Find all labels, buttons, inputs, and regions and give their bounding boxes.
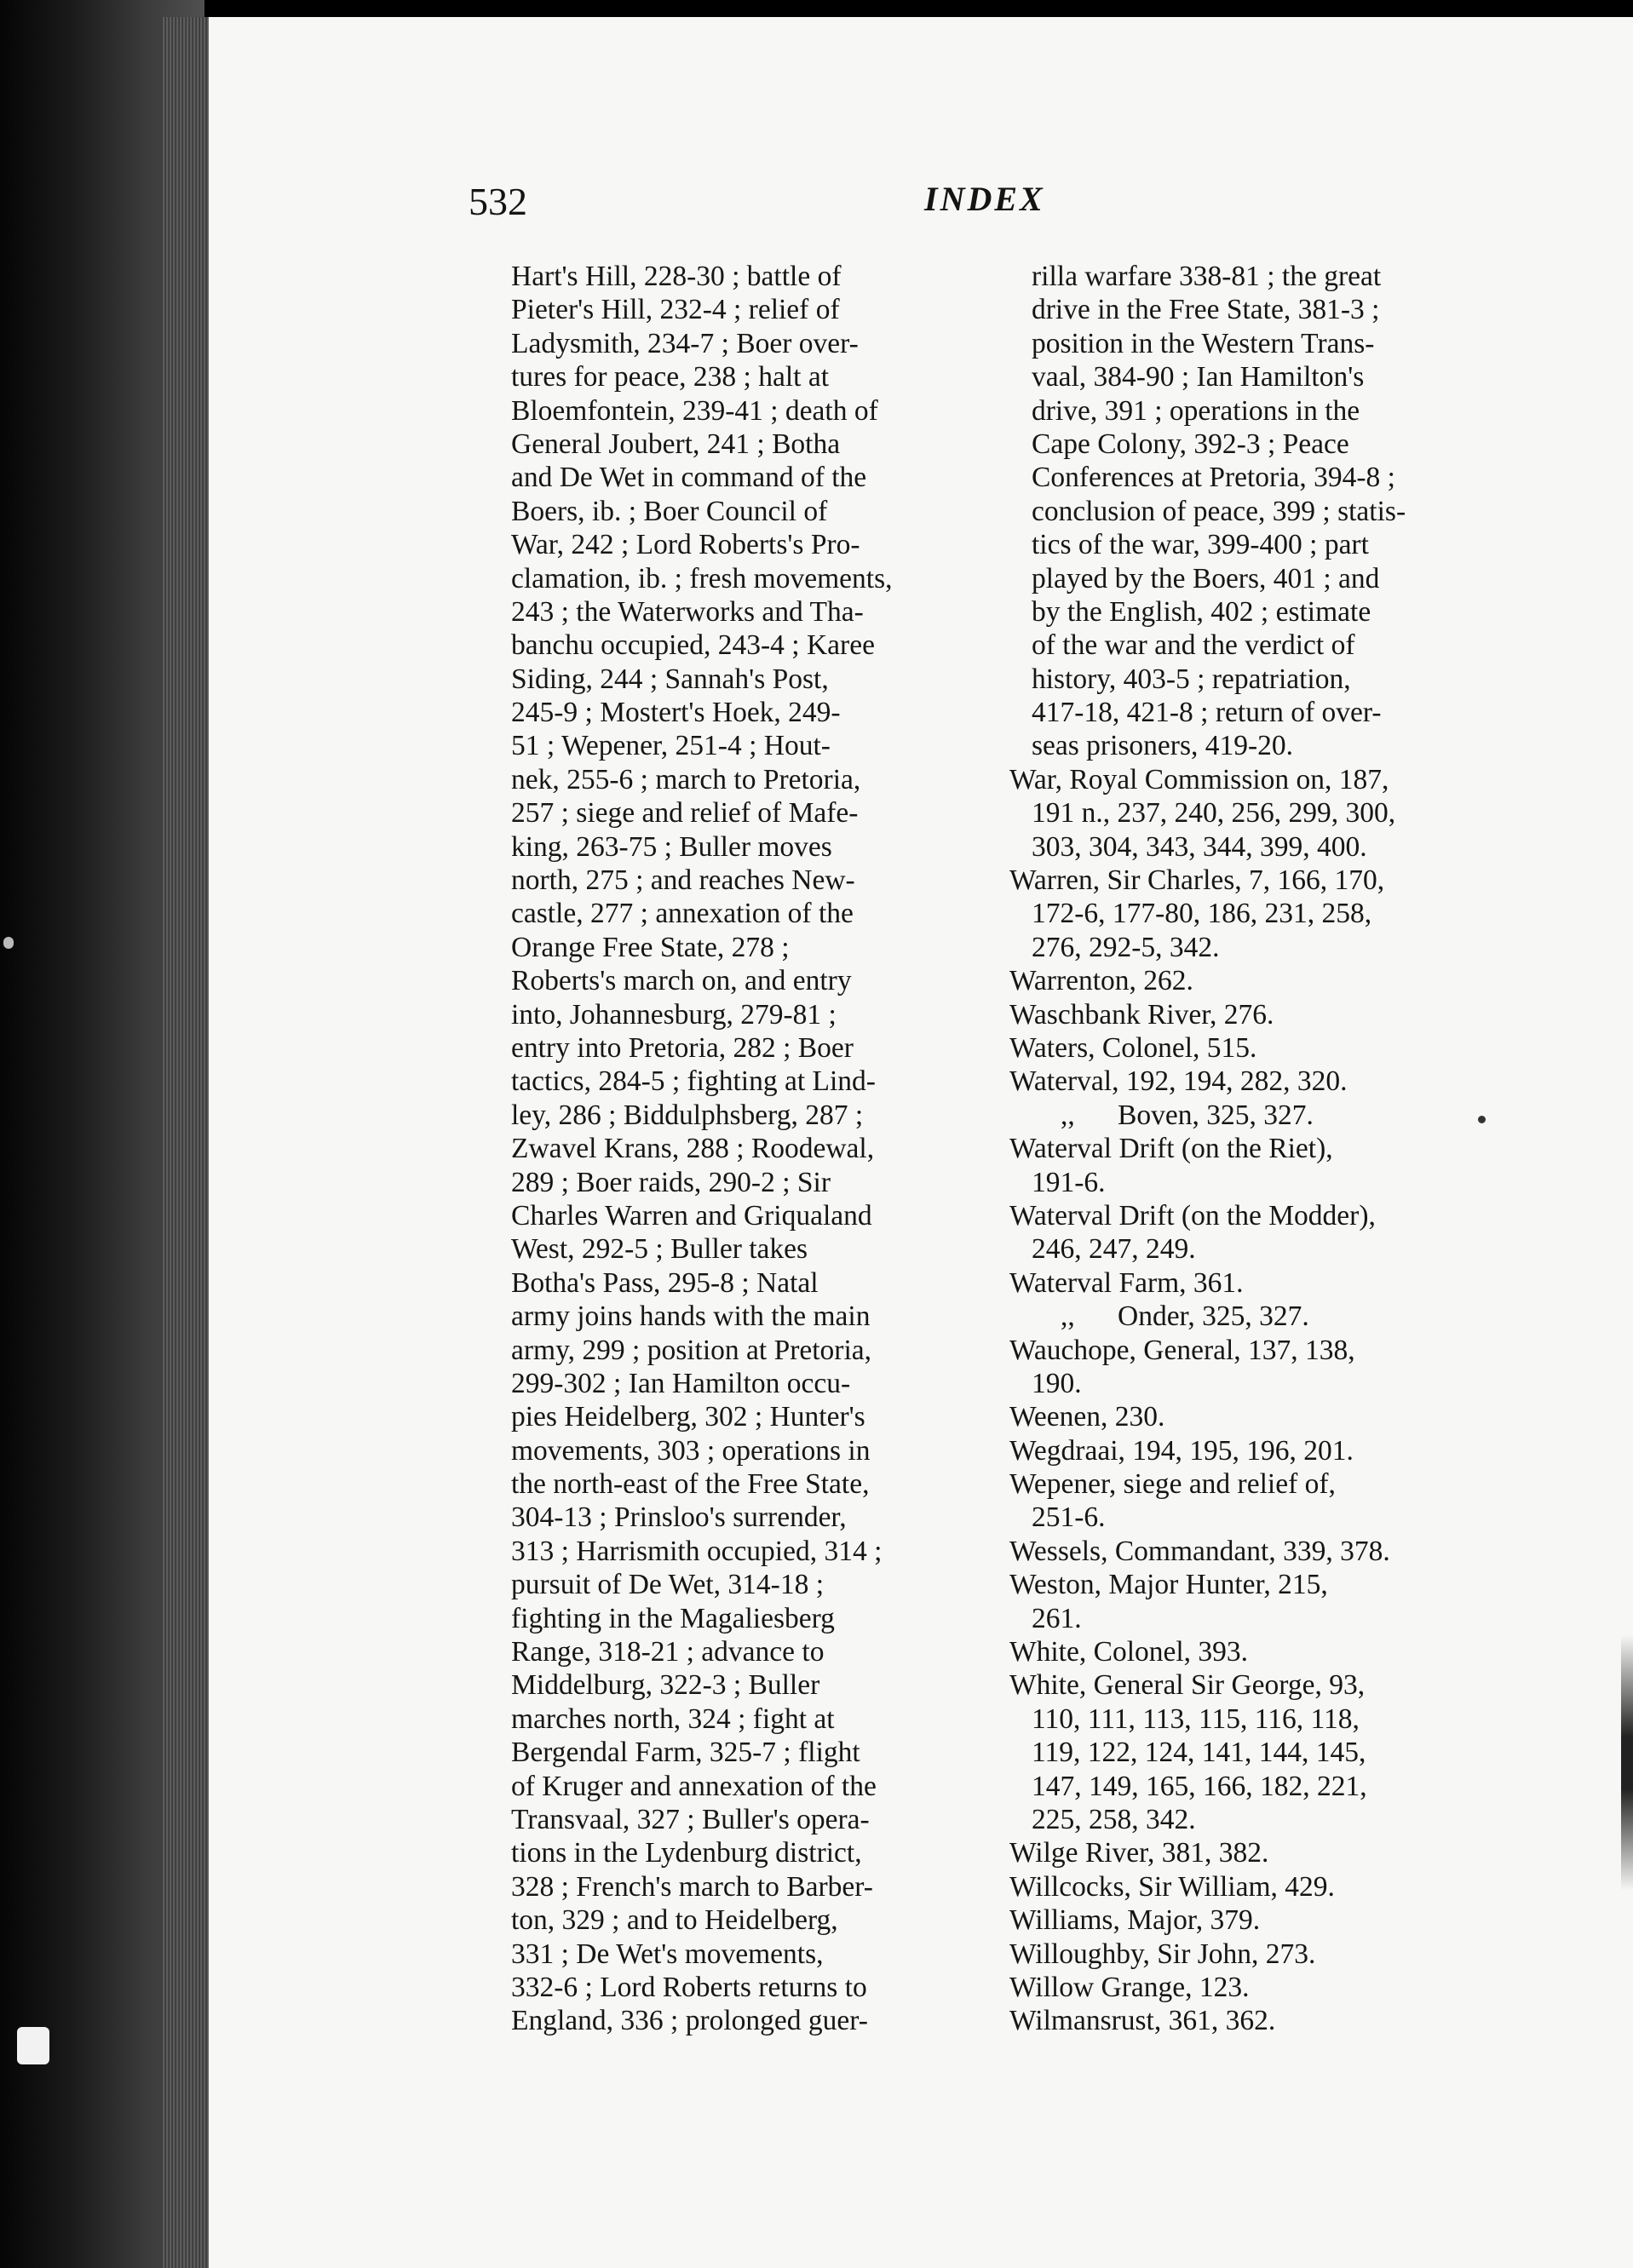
index-line: 251-6. [1032, 1501, 1106, 1534]
index-line: pies Heidelberg, 302 ; Hunter's [511, 1401, 865, 1433]
index-line: 313 ; Harrismith occupied, 314 ; [511, 1535, 883, 1567]
index-line: army, 299 ; position at Pretoria, [511, 1334, 872, 1366]
index-entry-head: Weenen, 230. [1009, 1401, 1165, 1433]
index-entry-head: War, Royal Commission on, 187, [1009, 763, 1389, 795]
index-line: War, 242 ; Lord Roberts's Pro- [511, 529, 860, 561]
index-line: 191-6. [1032, 1166, 1106, 1198]
index-line: tactics, 284-5 ; fighting at Lind- [511, 1065, 876, 1098]
index-line: 225, 258, 342. [1032, 1803, 1196, 1835]
index-entry-head: Wessels, Commandant, 339, 378. [1009, 1535, 1390, 1567]
index-line: drive, 391 ; operations in the [1032, 394, 1360, 427]
index-line: pursuit of De Wet, 314-18 ; [511, 1569, 824, 1601]
index-line: 110, 111, 113, 115, 116, 118, [1032, 1702, 1360, 1735]
index-line: of the war and the verdict of [1032, 629, 1355, 662]
index-line: marches north, 324 ; fight at [511, 1702, 835, 1735]
index-entry-head: White, General Sir George, 93, [1009, 1669, 1366, 1702]
index-line: fighting in the Magaliesberg [511, 1602, 835, 1634]
page-edges [162, 17, 209, 2268]
index-line: tics of the war, 399-400 ; part [1032, 529, 1369, 561]
index-line: conclusion of peace, 399 ; statis- [1032, 495, 1406, 527]
index-column-left [511, 260, 988, 2038]
index-line: Roberts's march on, and entry [511, 965, 852, 997]
page-shadow [1621, 1635, 1633, 1891]
index-line: nek, 255-6 ; march to Pretoria, [511, 763, 861, 795]
index-line: seas prisoners, 419-20. [1032, 730, 1294, 762]
index-line: movements, 303 ; operations in [511, 1434, 871, 1467]
index-entry-head: Willcocks, Sir William, 429. [1009, 1870, 1335, 1903]
index-line: ton, 329 ; and to Heidelberg, [511, 1904, 838, 1937]
index-line: Boers, ib. ; Boer Council of [511, 495, 828, 527]
index-line: banchu occupied, 243-4 ; Karee [511, 629, 875, 662]
index-line: tions in the Lydenburg district, [511, 1837, 862, 1869]
index-line: 328 ; French's march to Barber- [511, 1870, 873, 1903]
index-line: Ladysmith, 234-7 ; Boer over- [511, 327, 859, 359]
speck-mark [1478, 1116, 1486, 1123]
index-entry-head: Waterval Farm, 361. [1009, 1266, 1244, 1299]
index-line: king, 263-75 ; Buller moves [511, 830, 832, 863]
index-line: 246, 247, 249. [1032, 1233, 1196, 1266]
index-line: Transvaal, 327 ; Buller's opera- [511, 1803, 870, 1835]
index-line: into, Johannesburg, 279-81 ; [511, 998, 837, 1031]
index-line: 119, 122, 124, 141, 144, 145, [1032, 1737, 1366, 1769]
index-line: West, 292-5 ; Buller takes [511, 1233, 808, 1266]
index-line: tures for peace, 238 ; halt at [511, 361, 829, 393]
index-line: 289 ; Boer raids, 290-2 ; Sir [511, 1166, 831, 1198]
index-column-right [1009, 260, 1486, 2038]
index-entry-head: Waterval Drift (on the Riet), [1009, 1133, 1333, 1165]
index-line: Bloemfontein, 239-41 ; death of [511, 394, 878, 427]
index-line: Siding, 244 ; Sannah's Post, [511, 663, 829, 695]
index-line: 172-6, 177-80, 186, 231, 258, [1032, 898, 1372, 930]
index-entry-head: Wegdraai, 194, 195, 196, 201. [1009, 1434, 1354, 1467]
page-number: 532 [469, 180, 527, 223]
index-line: General Joubert, 241 ; Botha [511, 428, 841, 460]
index-line: drive in the Free State, 381-3 ; [1032, 294, 1380, 326]
index-entry-head: Warrenton, 262. [1009, 965, 1193, 997]
index-line: the north-east of the Free State, [511, 1468, 870, 1501]
index-entry-head: Waters, Colonel, 515. [1009, 1031, 1257, 1064]
index-line: 245-9 ; Mostert's Hoek, 249- [511, 697, 841, 729]
index-line: ,, Onder, 325, 327. [1061, 1301, 1309, 1333]
index-line: vaal, 384-90 ; Ian Hamilton's [1032, 361, 1365, 393]
running-head: INDEX [924, 180, 1045, 218]
index-line: Zwavel Krans, 288 ; Roodewal, [511, 1133, 875, 1165]
index-line: history, 403-5 ; repatriation, [1032, 663, 1351, 695]
index-entry-head: Willow Grange, 123. [1009, 1971, 1250, 2003]
index-entry-head: Willoughby, Sir John, 273. [1009, 1938, 1316, 1970]
index-entry-head: Weston, Major Hunter, 215, [1009, 1569, 1328, 1601]
index-line: 332-6 ; Lord Roberts returns to [511, 1971, 867, 2003]
index-line: Charles Warren and Griqualand [511, 1199, 872, 1232]
index-line: entry into Pretoria, 282 ; Boer [511, 1031, 854, 1064]
index-entry-head: Wepener, siege and relief of, [1009, 1468, 1336, 1501]
index-line: Range, 318-21 ; advance to [511, 1636, 825, 1668]
index-line: north, 275 ; and reaches New- [511, 864, 855, 897]
spine-mark [17, 2027, 49, 2064]
index-line: 417-18, 421-8 ; return of over- [1032, 697, 1382, 729]
spine-mark [3, 937, 14, 949]
index-line: clamation, ib. ; fresh movements, [511, 562, 893, 594]
index-line: Conferences at Pretoria, 394-8 ; [1032, 462, 1395, 494]
index-line: Botha's Pass, 295-8 ; Natal [511, 1266, 819, 1299]
index-line: 299-302 ; Ian Hamilton occu- [511, 1367, 851, 1399]
index-line: 147, 149, 165, 166, 182, 221, [1032, 1770, 1367, 1802]
index-line: 51 ; Wepener, 251-4 ; Hout- [511, 730, 831, 762]
index-line: Cape Colony, 392-3 ; Peace [1032, 428, 1349, 460]
index-line: Pieter's Hill, 232-4 ; relief of [511, 294, 840, 326]
index-line: England, 336 ; prolonged guer- [511, 2005, 868, 2037]
index-entry-head: Wilmansrust, 361, 362. [1009, 2005, 1276, 2037]
index-entry-head: Wauchope, General, 137, 138, [1009, 1334, 1355, 1366]
index-entry-head: Waschbank River, 276. [1009, 998, 1274, 1031]
index-line: 303, 304, 343, 344, 399, 400. [1032, 830, 1367, 863]
index-line: 276, 292-5, 342. [1032, 931, 1220, 963]
index-line: 190. [1032, 1367, 1082, 1399]
index-line: position in the Western Trans- [1032, 327, 1375, 359]
index-line: Orange Free State, 278 ; [511, 931, 790, 963]
index-line: and De Wet in command of the [511, 462, 867, 494]
index-line: Bergendal Farm, 325-7 ; flight [511, 1737, 860, 1769]
page-header [209, 179, 1633, 230]
index-line: Middelburg, 322-3 ; Buller [511, 1669, 820, 1702]
index-line: ley, 286 ; Biddulphsberg, 287 ; [511, 1099, 864, 1131]
index-entry-head: Warren, Sir Charles, 7, 166, 170, [1009, 864, 1385, 897]
index-line: 261. [1032, 1602, 1082, 1634]
index-line: army joins hands with the main [511, 1301, 871, 1333]
book-page [209, 17, 1633, 2268]
index-line: of Kruger and annexation of the [511, 1770, 877, 1802]
index-line: rilla warfare 338-81 ; the great [1032, 261, 1382, 292]
index-line: castle, 277 ; annexation of the [511, 898, 854, 930]
index-line: Hart's Hill, 228-30 ; battle of [511, 261, 842, 292]
index-line: 331 ; De Wet's movements, [511, 1938, 824, 1970]
index-line: 243 ; the Waterworks and Tha- [511, 595, 864, 628]
index-line: 257 ; siege and relief of Mafe- [511, 797, 859, 830]
index-entry-head: Williams, Major, 379. [1009, 1904, 1261, 1937]
index-entry-head: Waterval Drift (on the Modder), [1009, 1199, 1376, 1232]
index-line: ,, Boven, 325, 327. [1061, 1099, 1314, 1131]
index-line: played by the Boers, 401 ; and [1032, 562, 1380, 594]
index-entry-head: Wilge River, 381, 382. [1009, 1837, 1269, 1869]
index-entry-head: White, Colonel, 393. [1009, 1636, 1249, 1668]
index-line: by the English, 402 ; estimate [1032, 595, 1371, 628]
index-line: 304-13 ; Prinsloo's surrender, [511, 1501, 847, 1534]
index-entry-head: Waterval, 192, 194, 282, 320. [1009, 1065, 1348, 1098]
index-line: 191 n., 237, 240, 256, 299, 300, [1032, 797, 1396, 830]
